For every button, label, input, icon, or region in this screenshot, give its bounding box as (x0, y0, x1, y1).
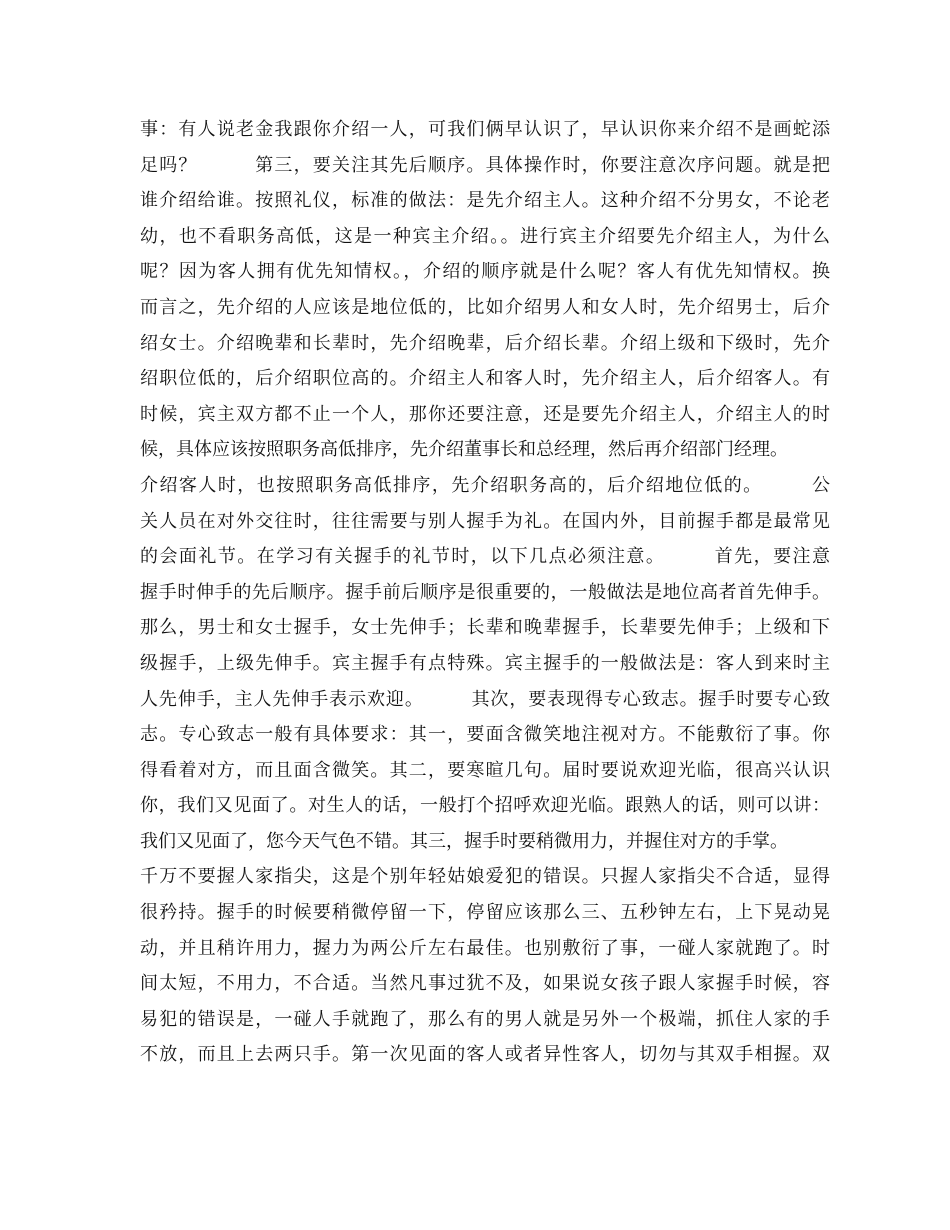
text-line: 的会面礼节。在学习有关握手的礼节时，以下几点必须注意。 首先，要注意 (140, 546, 830, 568)
text-line: 得看着对方，而且面含微笑。其二，要寒暄几句。届时要说欢迎光临，很高兴认识 (140, 759, 830, 781)
text-line: 幼，也不看职务高低，这是一种宾主介绍。。进行宾主介绍要先介绍主人，为什么 (140, 225, 830, 247)
text-line: 动，并且稍许用力，握力为两公斤左右最佳。也别敷衍了事，一碰人家就跑了。时 (140, 937, 830, 959)
text-line: 介绍客人时，也按照职务高低排序，先介绍职务高的，后介绍地位低的。 公 (140, 474, 830, 496)
text-line: 级握手，上级先伸手。宾主握手有点特殊。宾主握手的一般做法是：客人到来时主 (140, 652, 830, 674)
text-line: 候，具体应该按照职务高低排序，先介绍董事长和总经理，然后再介绍部门经理。 (140, 439, 788, 461)
text-line: 绍职位低的，后介绍职位高的。介绍主人和客人时，先介绍主人，后介绍客人。有 (140, 368, 830, 390)
text-line: 易犯的错误是，一碰人手就跑了，那么有的男人就是另外一个极端，抓住人家的手 (140, 1008, 830, 1030)
text-line: 很矜持。握手的时候要稍微停留一下，停留应该那么三、五秒钟左右，上下晃动晃 (140, 902, 830, 924)
text-line: 绍女士。介绍晚辈和长辈时，先介绍晚辈，后介绍长辈。介绍上级和下级时，先介 (140, 332, 830, 354)
text-line: 呢？因为客人拥有优先知情权。，介绍的顺序就是什么呢？客人有优先知情权。换 (140, 261, 830, 283)
text-line: 人先伸手，主人先伸手表示欢迎。 其次，要表现得专心致志。握手时要专心致 (140, 688, 830, 710)
body-text (140, 112, 830, 1073)
text-line: 志。专心致志一般有具体要求：其一，要面含微笑地注视对方。不能敷衍了事。你 (140, 724, 830, 746)
text-line: 间太短，不用力，不合适。当然凡事过犹不及，如果说女孩子跟人家握手时候，容 (140, 973, 830, 995)
text-line: 不放，而且上去两只手。第一次见面的客人或者异性客人，切勿与其双手相握。双 (140, 1044, 830, 1066)
text-line: 而言之，先介绍的人应该是地位低的，比如介绍男人和女人时，先介绍男士，后介 (140, 296, 830, 318)
text-line: 我们又见面了，您今天气色不错。其三，握手时要稍微用力，并握住对方的手掌。 (140, 830, 788, 852)
text-line: 那么，男士和女士握手，女士先伸手；长辈和晚辈握手，长辈要先伸手；上级和下 (140, 617, 830, 639)
text-line: 谁介绍给谁。按照礼仪，标准的做法：是先介绍主人。这种介绍不分男女，不论老 (140, 190, 830, 212)
text-line: 关人员在对外交往时，往往需要与别人握手为礼。在国内外，目前握手都是最常见 (140, 510, 830, 532)
text-line: 握手时伸手的先后顺序。握手前后顺序是很重要的，一般做法是地位高者首先伸手。 (140, 581, 830, 603)
text-line: 你，我们又见面了。对生人的话，一般打个招呼欢迎光临。跟熟人的话，则可以讲： (140, 795, 830, 817)
text-line: 千万不要握人家指尖，这是个别年轻姑娘爱犯的错误。只握人家指尖不合适，显得 (140, 866, 830, 888)
text-line: 足吗？ 第三，要关注其先后顺序。具体操作时，你要注意次序问题。就是把 (140, 154, 830, 176)
text-line: 事：有人说老金我跟你介绍一人，可我们俩早认识了，早认识你来介绍不是画蛇添 (140, 119, 830, 140)
text-line: 时候，宾主双方都不止一个人，那你还要注意，还是要先介绍主人，介绍主人的时 (140, 403, 830, 425)
